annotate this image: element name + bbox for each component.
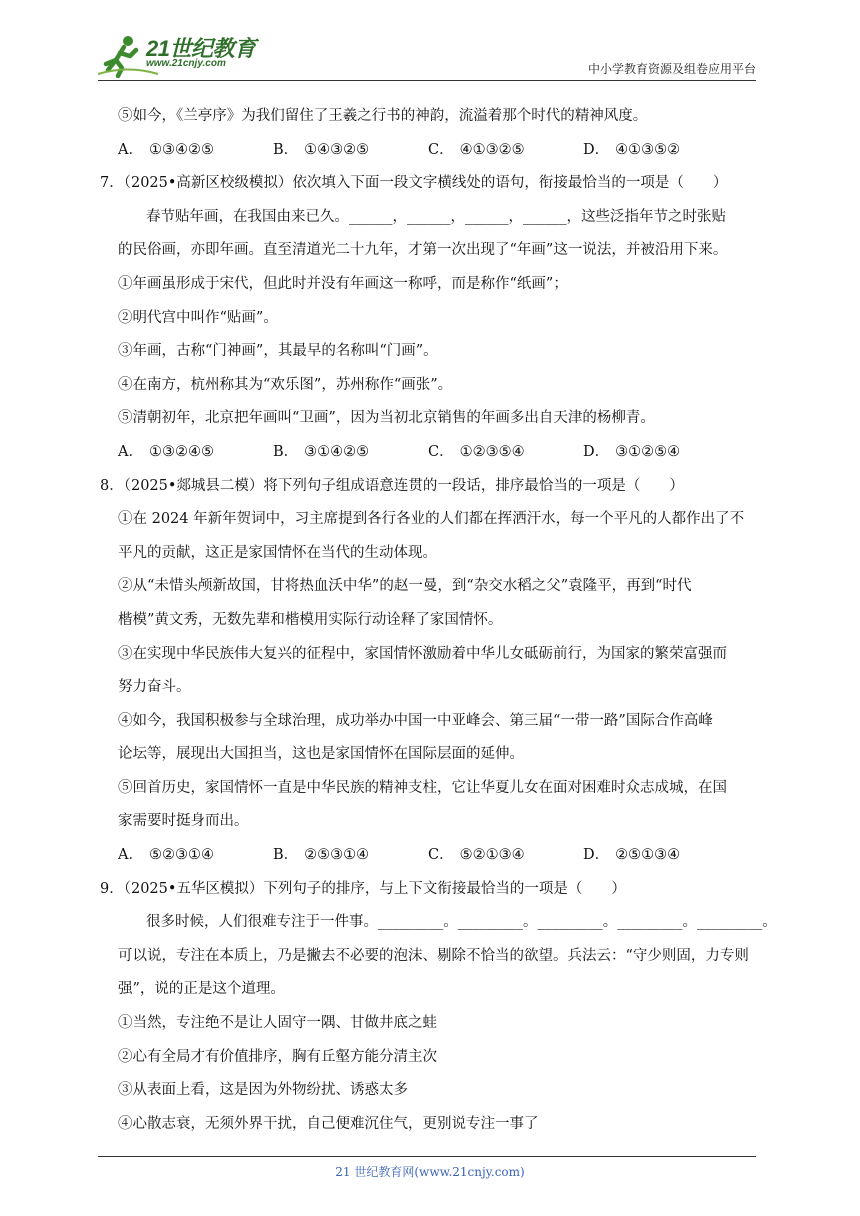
- question-stem: 9．（2025•五华区模拟）下列句子的排序，与上下文衔接最恰当的一项是（ ）: [100, 880, 626, 897]
- option-letter: D．: [583, 443, 610, 460]
- option-text: ①②③⑤④: [459, 443, 525, 460]
- footer-source: 21 世纪教育网(www.21cnjy.com): [335, 1165, 525, 1179]
- text-line: ⑤回首历史，家国情怀一直是中华民族的精神支柱，它让华夏儿女在面对困难时众志成城，在国: [118, 779, 727, 796]
- option-letter: D．: [583, 847, 610, 864]
- option-text: ④①③⑤②: [615, 141, 681, 158]
- question-stem: 7．（2025•高新区校级模拟）依次填入下面一段文字横线处的语句，衔接最恰当的一项是（ ）: [100, 175, 728, 192]
- answer-option: [118, 134, 273, 168]
- text-line: 强”，说的正是这个道理。: [118, 981, 285, 998]
- footer-divider: [98, 1156, 756, 1157]
- option-text: ④①③②⑤: [459, 141, 525, 158]
- logo-url: www.21cnjy.com: [146, 58, 226, 69]
- option-text: ②⑤③①④: [304, 847, 370, 864]
- question-stem: 8．（2025•郯城县二模）将下列句子组成语意连贯的一段话，排序最恰当的一项是（ ）: [100, 477, 684, 494]
- text-line: ②心有全局才有价值排序，胸有丘壑方能分清主次: [118, 1048, 437, 1065]
- document-body: [100, 100, 777, 1141]
- answer-option: [583, 134, 738, 168]
- answer-option: [583, 839, 738, 873]
- text-line: ①年画虽形成于宋代，但此时并没有年画这一称呼，而是称作“纸画”；: [118, 275, 568, 292]
- text-line: ①当然，专注绝不是让人固守一隅、甘做井底之蛙: [118, 1015, 437, 1032]
- option-text: ⑤②③①④: [148, 847, 214, 864]
- option-text: ③①④②⑤: [304, 443, 370, 460]
- text-line: ⑤如今，《兰亭序》为我们留住了王羲之行书的神韵，流溢着那个时代的精神风度。: [118, 108, 648, 124]
- passage-line: 很多时候，人们很难专注于一件事。_________。_________。_________。_________。_________。: [146, 914, 777, 931]
- option-letter: A．: [118, 443, 143, 460]
- option-text: ⑤②①③④: [459, 847, 525, 864]
- text-line: 家需要时挺身而出。: [118, 813, 249, 830]
- option-text: ②⑤①③④: [615, 847, 681, 864]
- answer-options: [118, 839, 768, 873]
- text-line: ③在实现中华民族伟大复兴的征程中，家国情怀激励着中华儿女砥砺前行，为国家的繁荣富强而: [118, 645, 727, 662]
- passage-line: 春节贴年画，在我国由来已久。______，______，______，______，这些泛指年节之时张贴: [146, 208, 726, 225]
- text-line: ④如今，我国积极参与全球治理，成功举办中国一中亚峰会、第三届“一带一路”国际合作高峰: [118, 712, 713, 729]
- text-line: ②明代宫中叫作“贴画”。: [118, 309, 278, 326]
- answer-option: [428, 839, 583, 873]
- answer-option: [273, 839, 428, 873]
- option-letter: D．: [583, 141, 610, 158]
- answer-option: [428, 436, 583, 470]
- text-line: ④心散志衰，无须外界干扰，自己便难沉住气，更别说专注一事了: [118, 1115, 539, 1132]
- text-line: ②从“未惜头颅新故国，甘将热血沃中华”的赵一曼，到“杂交水稻之父”袁隆平，再到“时代: [118, 578, 692, 595]
- option-text: ①④③②⑤: [304, 141, 370, 158]
- answer-options: [118, 436, 768, 470]
- answer-option: [583, 436, 738, 470]
- platform-title: 中小学教育资源及组卷应用平台: [587, 62, 756, 76]
- text-line: ④在南方，杭州称其为“欢乐图”，苏州称作“画张”。: [118, 376, 453, 393]
- text-line: ③从表面上看，这是因为外物纷扰、诱惑太多: [118, 1082, 408, 1099]
- text-line: 的民俗画，亦即年画。直至清道光二十九年，才第一次出现了“年画”这一说法，并被沿用下来。: [118, 242, 728, 259]
- option-letter: C．: [428, 141, 454, 158]
- option-letter: B．: [273, 847, 299, 864]
- option-text: ①③④②⑤: [148, 141, 214, 158]
- page-header: [98, 30, 756, 81]
- option-letter: C．: [428, 443, 454, 460]
- option-text: ③①②⑤④: [615, 443, 681, 460]
- text-line: 努力奋斗。: [118, 679, 191, 696]
- text-line: 楷模”黄文秀，无数先辈和楷模用实际行动诠释了家国情怀。: [118, 611, 503, 628]
- answer-option: [118, 436, 273, 470]
- answer-option: [118, 839, 273, 873]
- answer-option: [273, 436, 428, 470]
- text-line: ⑤清朝初年，北京把年画叫“卫画”，因为当初北京销售的年画多出自天津的杨柳青。: [118, 410, 655, 427]
- option-letter: A．: [118, 141, 143, 158]
- text-line: 论坛等，展现出大国担当，这也是家国情怀在国际层面的延伸。: [118, 746, 524, 763]
- option-letter: B．: [273, 443, 299, 460]
- option-letter: B．: [273, 141, 299, 158]
- option-letter: C．: [428, 847, 454, 864]
- option-text: ①③②④⑤: [148, 443, 214, 460]
- answer-option: [273, 134, 428, 168]
- answer-options: [118, 134, 768, 168]
- text-line: 平凡的贡献，这正是家国情怀在当代的生动体现。: [118, 544, 437, 561]
- text-line: 可以说，专注在本质上，乃是撇去不必要的泡沫、剔除不恰当的欲望。兵法云：“守少则固，力专则: [118, 947, 749, 964]
- text-line: ①在 2024 年新年贺词中，习主席提到各行各业的人们都在挥洒汗水，每一个平凡的人都作出了不: [118, 511, 745, 528]
- option-letter: A．: [118, 847, 143, 864]
- text-line: ③年画，古称“门神画”，其最早的名称叫“门画”。: [118, 343, 438, 360]
- answer-option: [428, 134, 583, 168]
- logo-text: 21世纪教育: [146, 36, 256, 61]
